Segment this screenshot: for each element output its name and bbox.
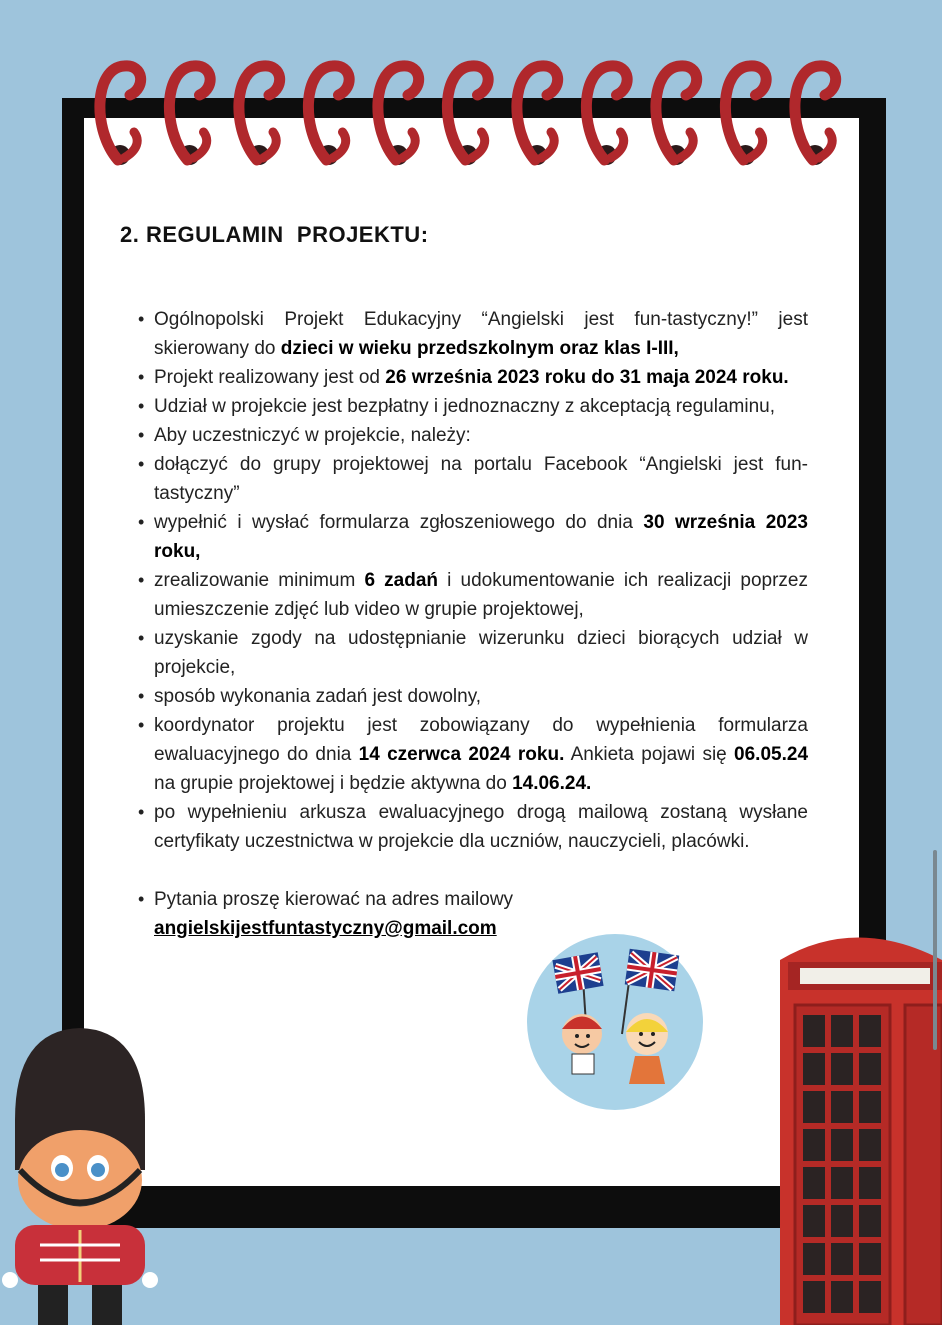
booth-window-pane <box>803 1243 825 1275</box>
booth-window-pane <box>859 1091 881 1123</box>
booth-window-pane <box>859 1281 881 1313</box>
booth-window-pane <box>831 1281 853 1313</box>
rules-list <box>138 305 808 943</box>
list-item: • Udział w projekcie jest bezpłatny i jednoznaczny z akceptacją regulaminu, <box>138 392 808 421</box>
phone-booth-illustration <box>770 920 942 1325</box>
scrollbar[interactable] <box>933 850 937 1050</box>
booth-window-pane <box>859 1053 881 1085</box>
spiral-ring <box>100 66 141 165</box>
list-item: • Ogólnopolski Projekt Edukacyjny “Angielski jest fun-tastyczny!” jest skierowany do dzieci w wieku przedszkolnym oraz klas I-III, <box>138 305 808 363</box>
booth-window-pane <box>831 1243 853 1275</box>
contact-item <box>138 885 808 943</box>
booth-window-pane <box>831 1205 853 1237</box>
list-item: • Aby uczestniczyć w projekcie, należy: <box>138 421 808 450</box>
page-title: 2. REGULAMIN PROJEKTU: <box>120 222 429 247</box>
booth-window-pane <box>859 1129 881 1161</box>
spiral-ring <box>517 66 558 165</box>
royal-guard-illustration <box>0 1020 170 1325</box>
spiral-ring <box>586 66 627 165</box>
list-item: • po wypełnieniu arkusza ewaluacyjnego drogą mailową zostaną wysłane certyfikaty uczestnictwa w projekcie dla uczniów, nauczycieli, placówki. <box>138 798 808 856</box>
booth-window-pane <box>831 1167 853 1199</box>
booth-window-pane <box>803 1015 825 1047</box>
list-item: • zrealizowanie minimum 6 zadań i udokumentowanie ich realizacji poprzez umieszczenie zdjęć lub video w grupie projektowej, <box>138 566 808 624</box>
list-item: • Projekt realizowany jest od 26 września 2023 roku do 31 maja 2024 roku. <box>138 363 808 392</box>
spiral-ring <box>239 66 280 165</box>
booth-window-pane <box>859 1167 881 1199</box>
booth-window-pane <box>859 1243 881 1275</box>
email-link[interactable]: angielskijestfuntastyczny@gmail.com <box>154 918 497 939</box>
booth-window-pane <box>859 1015 881 1047</box>
booth-window-pane <box>831 1129 853 1161</box>
booth-window-pane <box>803 1281 825 1313</box>
list-item: • dołączyć do grupy projektowej na portalu Facebook “Angielski jest fun-tastyczny” <box>138 450 808 508</box>
booth-window-pane <box>831 1053 853 1085</box>
booth-window-pane <box>803 1167 825 1199</box>
spiral-ring <box>169 66 210 165</box>
booth-window-pane <box>803 1053 825 1085</box>
spiral-ring <box>378 66 419 165</box>
list-item: • sposób wykonania zadań jest dowolny, <box>138 682 808 711</box>
booth-window-pane <box>803 1091 825 1123</box>
spiral-ring <box>308 66 349 165</box>
spiral-rings <box>0 0 942 200</box>
list-item: • wypełnić i wysłać formularza zgłoszeniowego do dnia 30 września 2023 roku, <box>138 508 808 566</box>
kids-with-flags-illustration <box>527 934 703 1110</box>
booth-window-pane <box>803 1129 825 1161</box>
booth-window-pane <box>831 1091 853 1123</box>
booth-window-pane <box>803 1205 825 1237</box>
spiral-ring <box>656 66 697 165</box>
spiral-ring <box>447 66 488 165</box>
spiral-ring <box>795 66 836 165</box>
booth-window-pane <box>859 1205 881 1237</box>
list-item: • koordynator projektu jest zobowiązany do wypełnienia formularza ewaluacyjnego do dnia 14 czerwca 2024 roku. Ankieta pojawi się 06.05.24 na grupie projektowej i będzie aktywna do 14.06.24. <box>138 711 808 798</box>
contact-text: Pytania proszę kierować na adres mailowy <box>154 889 514 910</box>
uk-flag-icon <box>625 949 680 992</box>
list-item: • uzyskanie zgody na udostępnianie wizerunku dzieci biorących udział w projekcie, <box>138 624 808 682</box>
spiral-ring <box>725 66 766 165</box>
booth-window-pane <box>831 1015 853 1047</box>
